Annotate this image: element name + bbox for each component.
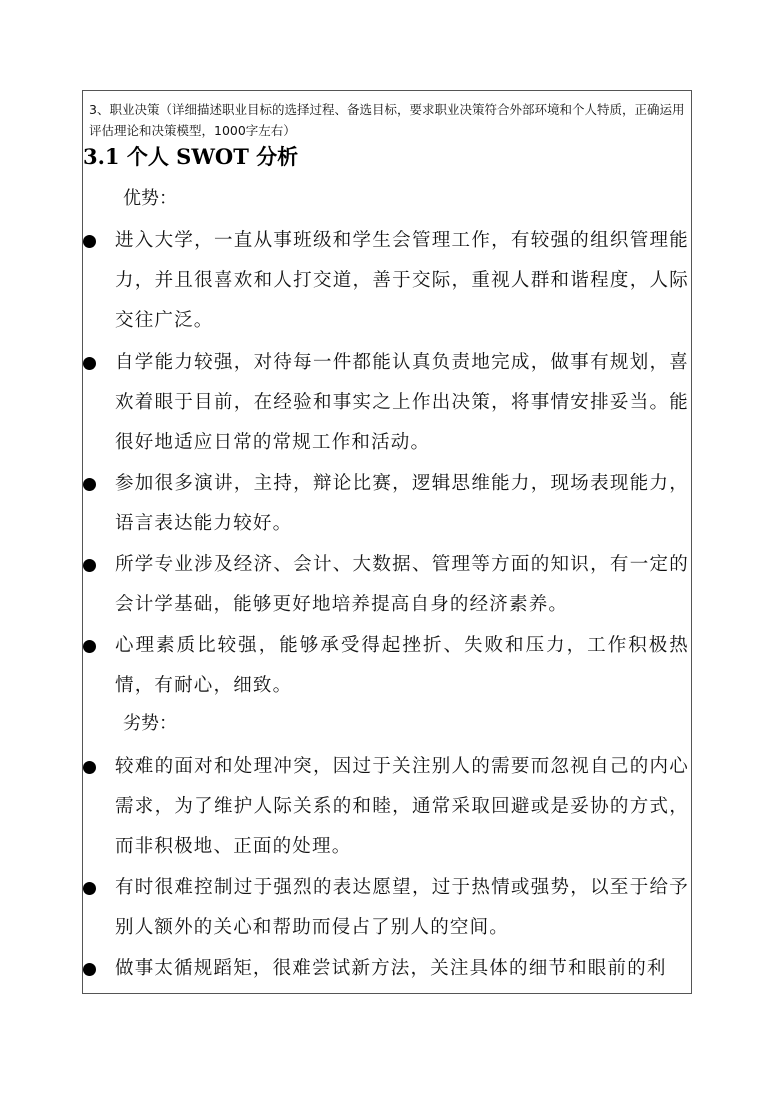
list-item-text: 参加很多演讲，主持，辩论比赛，逻辑思维能力，现场表现能力，语言表达能力较好。 (115, 473, 689, 534)
list-item-text: 较难的面对和处理冲突，因过于关注别人的需要而忽视自己的内心需求，为了维护人际关系的和睦，通常采取回避或是妥协的方式，而非积极地、正面的处理。 (115, 756, 689, 857)
instruction-text: 3、职业决策（详细描述职业目标的选择过程、备选目标，要求职业决策符合外部环境和个人特质，正确运用评估理论和决策模型，1000字左右） (89, 102, 685, 138)
weaknesses-heading: 劣势： (123, 713, 177, 734)
list-item (83, 949, 689, 993)
list-item-text: 做事太循规蹈矩，很难尝试新方法，关注具体的细节和眼前的利 (115, 958, 667, 979)
bullet-dot-icon (83, 640, 96, 653)
list-item (83, 626, 689, 706)
form-cell-frame (82, 90, 692, 994)
list-item (83, 545, 689, 625)
bullet-dot-icon (83, 963, 96, 976)
list-item-text: 有时很难控制过于强烈的表达愿望，过于热情或强势，以至于给予别人额外的关心和帮助而侵占了别人的空间。 (115, 877, 689, 938)
list-item-text: 进入大学，一直从事班级和学生会管理工作，有较强的组织管理能力，并且很喜欢和人打交道，善于交际，重视人群和谐程度，人际交往广泛。 (115, 230, 689, 331)
list-item-text: 心理素质比较强，能够承受得起挫折、失败和压力，工作积极热情，有耐心，细致。 (115, 635, 689, 696)
bullet-dot-icon (83, 882, 96, 895)
list-item (83, 868, 689, 948)
list-item (83, 221, 689, 341)
section-title: 3.1 个人 SWOT 分析 (83, 144, 299, 169)
bullet-dot-icon (83, 559, 96, 572)
list-item (83, 343, 689, 463)
list-item-text: 自学能力较强，对待每一件都能认真负责地完成，做事有规划，喜欢着眼于目前，在经验和事实之上作出决策，将事情安排妥当。能很好地适应日常的常规工作和活动。 (115, 352, 689, 453)
list-item (83, 747, 689, 867)
strengths-heading: 优势： (123, 188, 177, 209)
bullet-dot-icon (83, 235, 96, 248)
bullet-dot-icon (83, 357, 96, 370)
list-item (83, 464, 689, 544)
bullet-dot-icon (83, 478, 96, 491)
list-item-text: 所学专业涉及经济、会计、大数据、管理等方面的知识，有一定的会计学基础，能够更好地培养提高自身的经济素养。 (115, 554, 689, 615)
bullet-dot-icon (83, 761, 96, 774)
